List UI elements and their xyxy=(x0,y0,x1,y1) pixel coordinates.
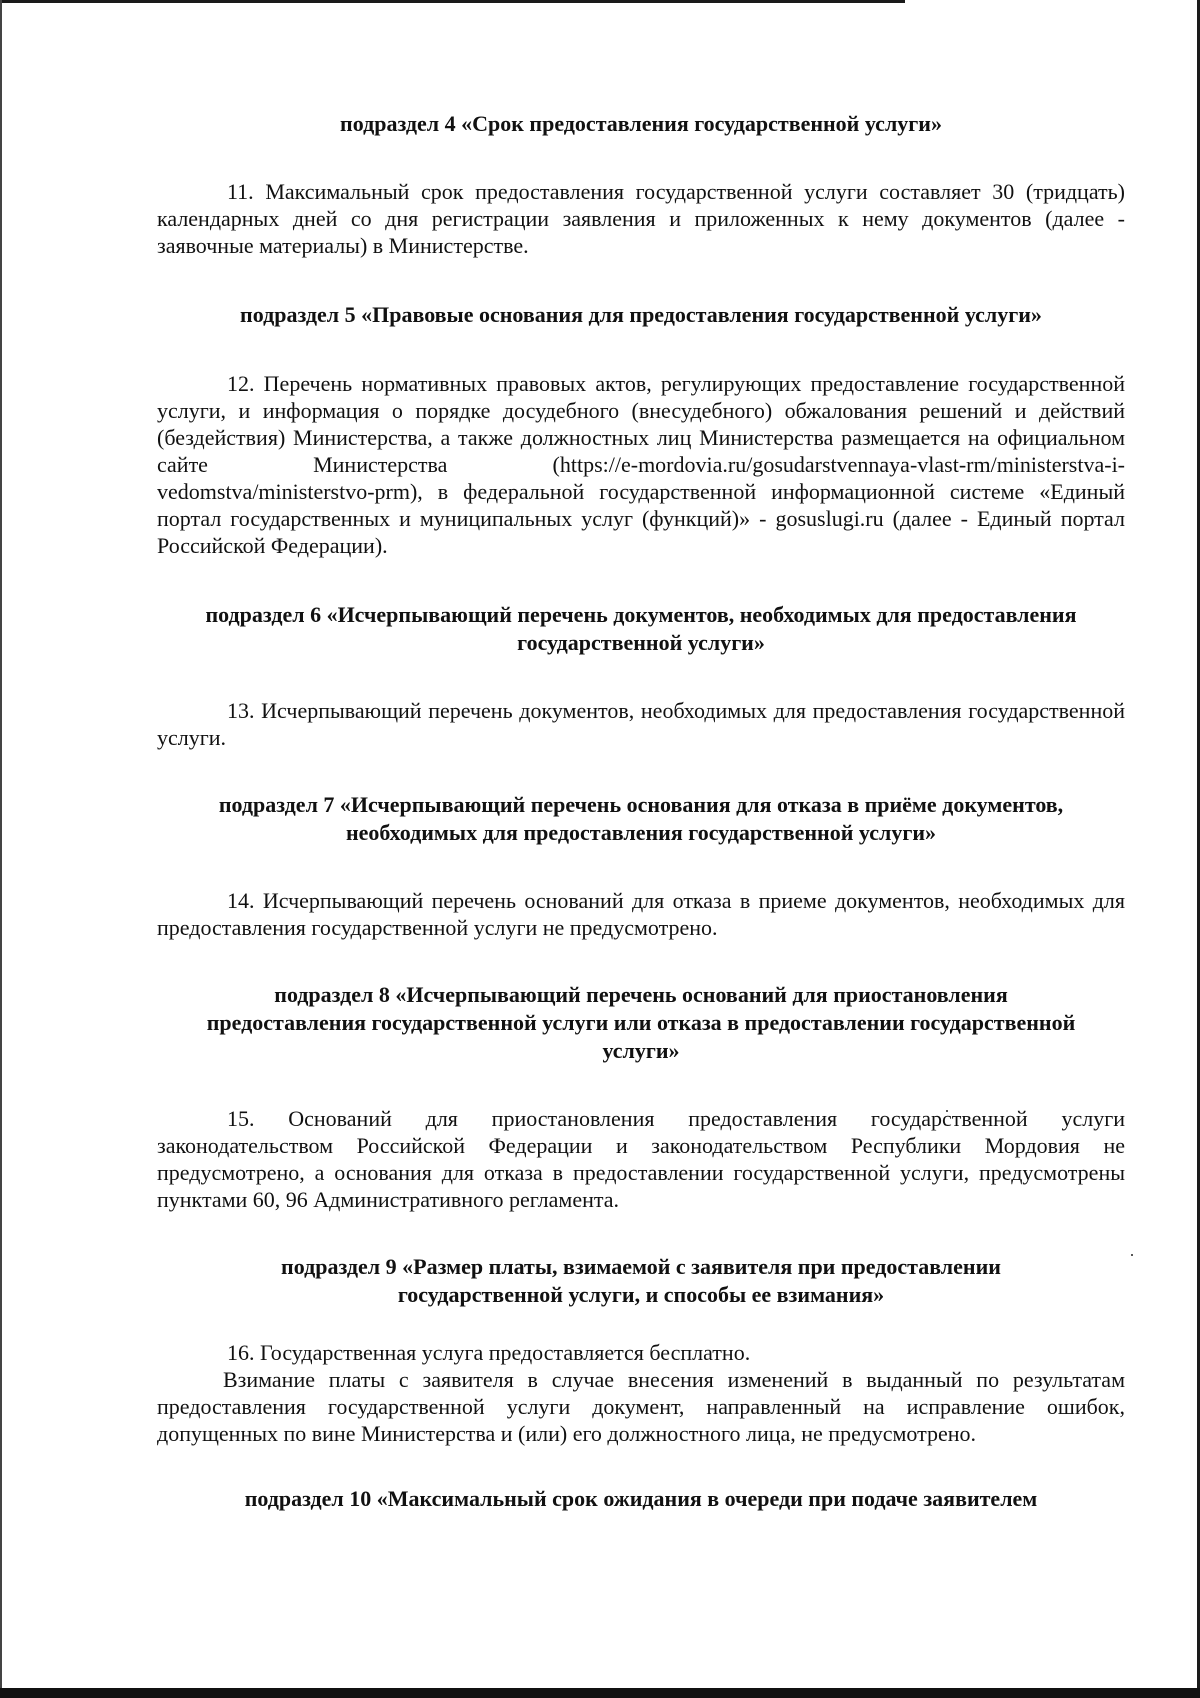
section-heading-7-line2: необходимых для предоставления государственной услуги» xyxy=(345,820,936,845)
document-body xyxy=(157,110,1125,1513)
section-heading-9-line1: подраздел 9 «Размер платы, взимаемой с заявителя при предоставлении xyxy=(281,1254,1001,1279)
section-heading-7 xyxy=(157,791,1125,847)
section-heading-8-line3: услуги» xyxy=(602,1038,680,1063)
scan-edge-top xyxy=(0,0,905,3)
paragraph-12-continuation: (https://e-mordovia.ru/gosudarstvennaya-vlast-rm/ministerstva-i-vedomstva/ministerstvo-prm), в федеральной государственной информационной системе «Единый портал государственных и муниципальных услуг (функций)» - gosuslugi.ru (далее - Единый портал Российской Федерации). xyxy=(157,452,1126,558)
scan-edge-left xyxy=(0,0,2,1698)
paragraph-11: 11. Максимальный срок предоставления государственной услуги составляет 30 (тридцать) календарных дней со дня регистрации заявления и приложенных к нему документов (далее - заявочные материалы) в Министерстве. xyxy=(157,179,1125,258)
paragraph-12-text: 12. Перечень нормативных правовых актов, регулирующих предоставление государственной услуги, и информация о порядке досудебного (внесудебного) обжалования решений и действий (бездействия) Министерства, а также должностных лиц Министерства размещается на официальном сайте Министерства xyxy=(157,371,1125,477)
section-heading-6-line2: государственной услуги» xyxy=(517,630,765,655)
paragraph-14: 14. Исчерпывающий перечень оснований для отказа в приеме документов, необходимых для предоставления государственной услуги не предусмотрено. xyxy=(157,888,1125,940)
scan-edge-bottom xyxy=(0,1688,1200,1698)
section-heading-6-line1: подраздел 6 «Исчерпывающий перечень документов, необходимых для предоставления xyxy=(205,602,1077,627)
section-heading-5: подраздел 5 «Правовые основания для предоставления государственной услуги» xyxy=(240,302,1042,327)
paragraph-16: 16. Государственная услуга предоставляется бесплатно. xyxy=(227,1340,751,1365)
section-heading-8-line1: подраздел 8 «Исчерпывающий перечень оснований для приостановления xyxy=(274,982,1008,1007)
section-heading-8 xyxy=(157,981,1125,1065)
section-heading-6 xyxy=(157,601,1125,657)
section-heading-7-line1: подраздел 7 «Исчерпывающий перечень основания для отказа в приёме документов, xyxy=(218,792,1064,817)
section-heading-10: подраздел 10 «Максимальный срок ожидания в очереди при подаче заявителем xyxy=(244,1486,1038,1511)
section-heading-9 xyxy=(157,1253,1125,1309)
section-heading-9-line2: государственной услуги, и способы ее взимания» xyxy=(397,1282,885,1307)
paragraph-12 xyxy=(157,370,1125,559)
paragraph-13: 13. Исчерпывающий перечень документов, необходимых для предоставления государственной услуги. xyxy=(157,698,1125,750)
paragraph-15: 15. Оснований для приостановления предоставления государственной услуги законодательством Российской Федерации и законодательством Республики Мордовия не предусмотрено, а основания для отказа в предоставлении государственной услуги, предусмотрены пунктами 60, 96 Административного регламента. xyxy=(157,1106,1125,1212)
section-heading-8-line2: предоставления государственной услуги или отказа в предоставлении государственной xyxy=(206,1010,1076,1035)
paragraph-16-payment: Взимание платы с заявителя в случае внесения изменений в выданный по результатам предоставления государственной услуги документ, направленный на исправление ошибок, допущенных по вине Министерства и (или) его должностного лица, не предусмотрено. xyxy=(157,1367,1125,1446)
section-heading-4: подраздел 4 «Срок предоставления государственной услуги» xyxy=(340,111,942,136)
scan-speck xyxy=(1131,1254,1133,1256)
